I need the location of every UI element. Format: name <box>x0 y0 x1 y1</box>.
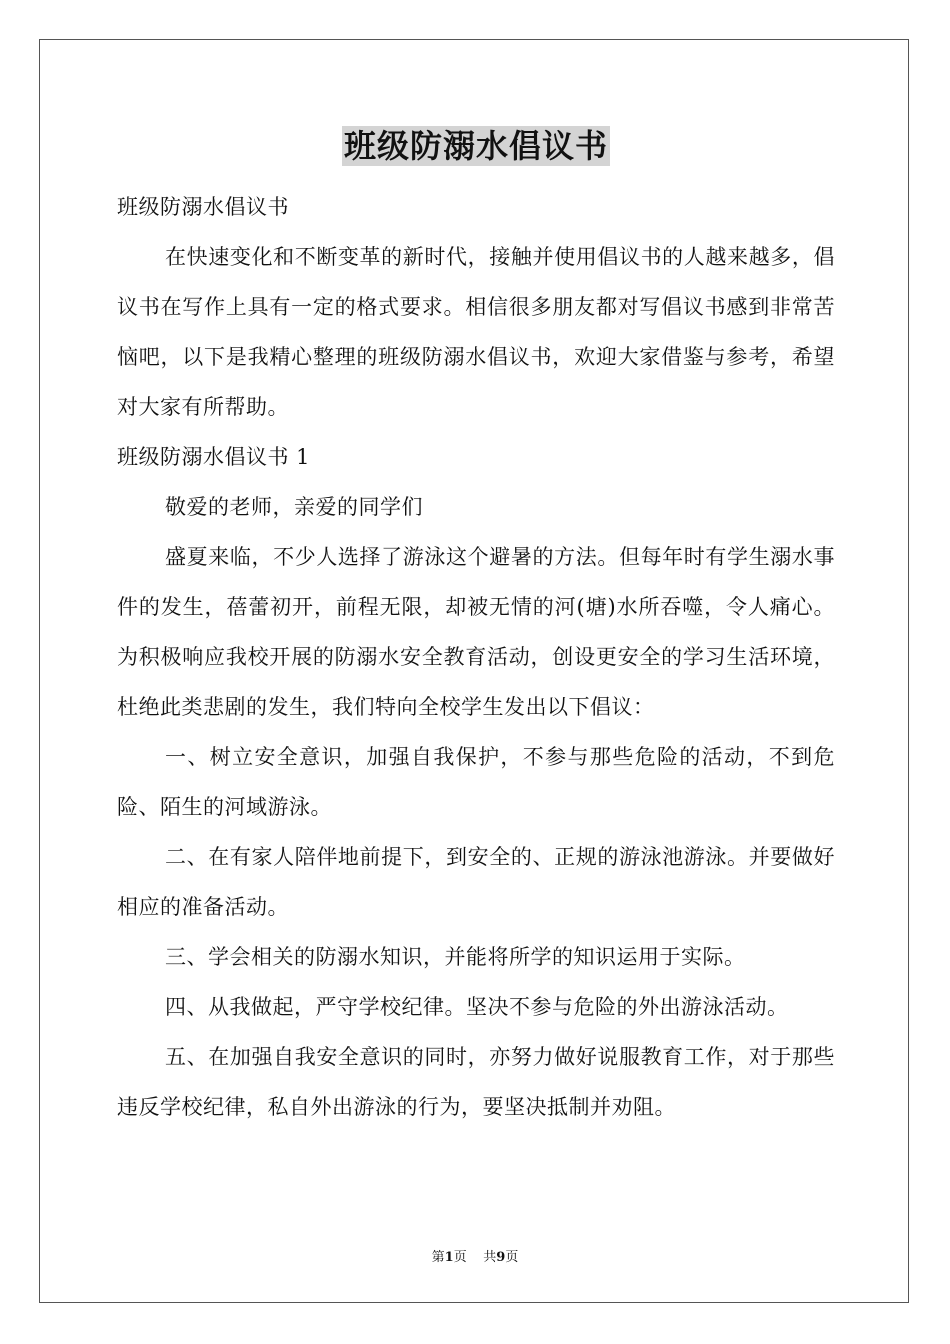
paragraph: 一、树立安全意识，加强自我保护，不参与那些危险的活动，不到危险、陌生的河域游泳。 <box>117 745 835 819</box>
paragraph: 班级防溺水倡议书 <box>117 195 289 219</box>
paragraph: 盛夏来临，不少人选择了游泳这个避暑的方法。但每年时有学生溺水事件的发生，蓓蕾初开，前程无限，却被无情的河(塘)水所吞噬，令人痛心。为积极响应我校开展的防溺水安全教育活动，创设更安全的学习生活环境，杜绝此类悲剧的发生，我们特向全校学生发出以下倡议： <box>117 545 835 719</box>
total-suffix: 页 <box>505 1250 519 1265</box>
page-title: 班级防溺水倡议书 <box>343 127 608 165</box>
page-suffix: 页 <box>453 1250 467 1265</box>
paragraph: 班级防溺水倡议书 1 <box>117 445 311 469</box>
paragraph: 在快速变化和不断变革的新时代，接触并使用倡议书的人越来越多，倡议书在写作上具有一定的格式要求。相信很多朋友都对写倡议书感到非常苦恼吧，以下是我精心整理的班级防溺水倡议书，欢迎大家借鉴与参考，希望对大家有所帮助。 <box>117 245 835 419</box>
document-body <box>117 126 835 1132</box>
paragraph: 二、在有家人陪伴地前提下，到安全的、正规的游泳池游泳。并要做好相应的准备活动。 <box>117 845 835 919</box>
page-prefix: 第 <box>431 1250 445 1265</box>
title-wrap <box>117 126 835 174</box>
paragraph: 五、在加强自我安全意识的同时，亦努力做好说服教育工作，对于那些违反学校纪律，私自外出游泳的行为，要坚决抵制并劝阻。 <box>117 1045 835 1119</box>
paragraph: 四、从我做起，严守学校纪律。坚决不参与危险的外出游泳活动。 <box>165 995 789 1019</box>
paragraph: 敬爱的老师，亲爱的同学们 <box>165 495 423 519</box>
paragraph-list <box>117 182 835 1132</box>
total-prefix: 共 <box>483 1250 497 1265</box>
paragraph: 三、学会相关的防溺水知识，并能将所学的知识运用于实际。 <box>165 945 746 969</box>
page-footer <box>0 1246 950 1265</box>
page-number: 1 <box>444 1250 454 1265</box>
total-pages: 9 <box>496 1250 506 1265</box>
